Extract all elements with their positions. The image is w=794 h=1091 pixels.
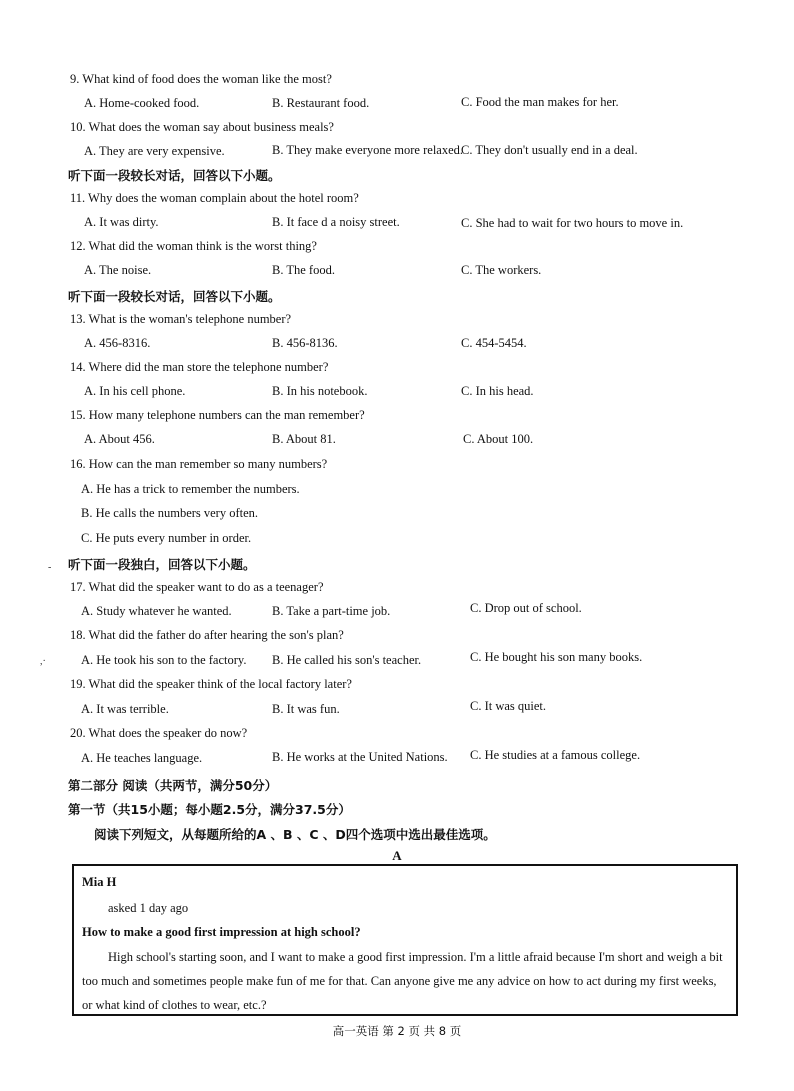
question-10-option-b: B. They make everyone more relaxed. [272,143,464,157]
post-author: Mia H [82,875,117,889]
passage-label: A [392,848,402,863]
question-10-option-a: A. They are very expensive. [84,144,225,158]
question-11-stem: 11. Why does the woman complain about the hotel room? [70,191,359,205]
question-10-stem: 10. What does the woman say about business meals? [70,120,334,134]
question-15-stem: 15. How many telephone numbers can the man remember? [70,408,365,422]
scan-mark: ,· [40,656,46,667]
question-20-option-b: B. He works at the United Nations. [272,750,448,764]
question-18-option-b: B. He called his son's teacher. [272,653,422,667]
question-18-stem: 18. What did the father do after hearing the son's plan? [70,628,344,642]
section-long-dialogue-heading: 听下面一段较长对话，回答以下小题。 [68,168,281,183]
question-17-option-a: A. Study whatever he wanted. [81,604,232,618]
question-14-option-a: A. In his cell phone. [84,384,186,398]
question-14-stem: 14. Where did the man store the telephone number? [70,360,329,374]
question-9-option-c: C. Food the man makes for her. [461,95,619,109]
question-19-option-b: B. It was fun. [272,702,340,716]
question-18-option-a: A. He took his son to the factory. [81,653,247,667]
question-9-stem: 9. What kind of food does the woman like the most? [70,72,332,86]
question-15-option-b: B. About 81. [272,432,336,446]
question-15-option-a: A. About 456. [84,432,155,446]
question-11-option-c: C. She had to wait for two hours to move in. [461,216,684,230]
question-20-option-a: A. He teaches language. [81,751,203,765]
question-17-stem: 17. What did the speaker want to do as a teenager? [70,580,324,594]
post-body-line: too much and sometimes people make fun of me for that. Can anyone give me any advice on how to act during my first weeks, [82,974,717,988]
question-12-option-a: A. The noise. [84,263,152,277]
question-12-option-b: B. The food. [272,263,335,277]
page-footer: 高一英语 第 2 页 共 8 页 [332,1024,462,1038]
question-19-stem: 19. What did the speaker think of the local factory later? [70,677,352,691]
section-monologue-heading: 听下面一段独白，回答以下小题。 [68,557,256,572]
question-13-option-a: A. 456-8316. [84,336,151,350]
post-body-line: or what kind of clothes to wear, etc.? [82,998,267,1012]
question-11-option-b: B. It face d a noisy street. [272,215,400,229]
question-20-option-c: C. He studies at a famous college. [470,748,641,762]
reading-instruction: 阅读下列短文，从每题所给的A 、B 、C 、D四个选项中选出最佳选项。 [94,827,496,842]
question-12-stem: 12. What did the woman think is the worst thing? [70,239,317,253]
question-13-option-c: C. 454-5454. [461,336,527,350]
section-1-heading: 第一节（共15小题；每小题2.5分，满分37.5分） [68,802,351,817]
question-17-option-c: C. Drop out of school. [470,601,582,615]
part-2-heading: 第二部分 阅读（共两节，满分50分） [68,778,278,793]
question-16-option-c: C. He puts every number in order. [81,531,252,545]
question-15-option-c: C. About 100. [463,432,534,446]
question-19-option-a: A. It was terrible. [81,702,169,716]
question-17-option-b: B. Take a part-time job. [272,604,391,618]
question-16-stem: 16. How can the man remember so many numbers? [70,457,328,471]
question-18-option-c: C. He bought his son many books. [470,650,643,664]
question-13-stem: 13. What is the woman's telephone number? [70,312,292,326]
question-13-option-b: B. 456-8136. [272,336,338,350]
post-body-line: High school's starting soon, and I want to make a good first impression. I'm a little afraid because I'm short and weigh a bit [108,950,723,964]
scan-mark: - [48,562,52,573]
question-19-option-c: C. It was quiet. [470,699,547,713]
question-20-stem: 20. What does the speaker do now? [70,726,248,740]
question-10-option-c: C. They don't usually end in a deal. [461,143,638,157]
forum-post-box [72,864,738,1016]
question-16-option-a: A. He has a trick to remember the numbers. [81,482,300,496]
question-9-option-b: B. Restaurant food. [272,96,370,110]
question-14-option-b: B. In his notebook. [272,384,368,398]
question-14-option-c: C. In his head. [461,384,534,398]
section-long-dialogue-heading: 听下面一段较长对话，回答以下小题。 [68,289,281,304]
post-title: How to make a good first impression at high school? [82,925,361,939]
question-9-option-a: A. Home-cooked food. [84,96,200,110]
post-meta: asked 1 day ago [108,901,189,915]
question-11-option-a: A. It was dirty. [84,215,159,229]
question-12-option-c: C. The workers. [461,263,542,277]
question-16-option-b: B. He calls the numbers very often. [81,506,259,520]
